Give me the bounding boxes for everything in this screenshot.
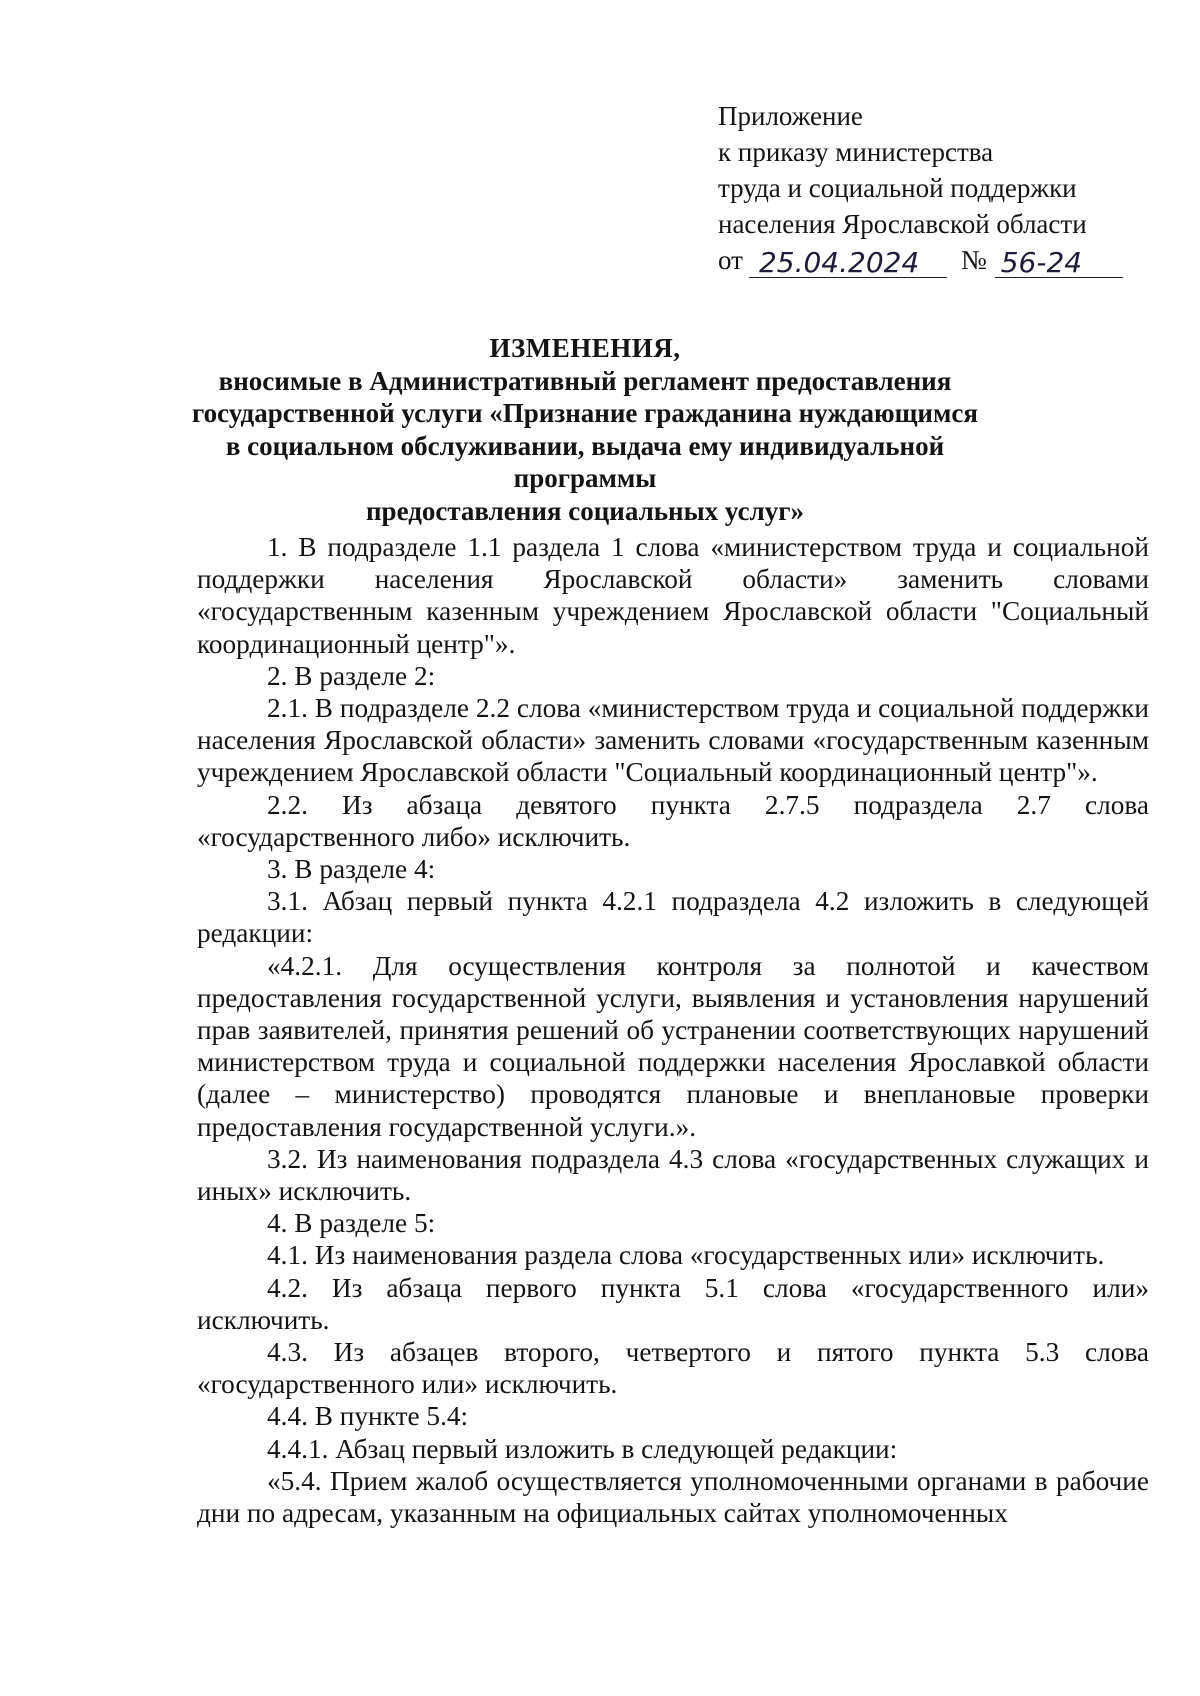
appendix-line: Приложение [718,101,863,131]
appendix-line: населения Ярославской области [718,209,1087,239]
date-prefix: от [718,245,743,275]
paragraph: 4.3. Из абзацев второго, четвертого и пятого пункта 5.3 слова «государственного или» исключить. [197,1337,1149,1400]
paragraph: 3. В разделе 4: [267,854,436,885]
paragraph: 4. В разделе 5: [267,1208,436,1239]
document-body [197,531,1149,1529]
paragraph: «4.2.1. Для осуществления контроля за полнотой и качеством предоставления государственной услуги, выявления и установления нарушений прав заявителей, принятия решений об устранении соответствующих нарушений министерством труда и социальной поддержки населения Ярославкой области (далее – министерство) проводятся плановые и внеплановые проверки предоставления государственной услуги.». [197,950,1149,1142]
title-line: в социальном обслуживании, выдача ему индивидуальной программы [225,430,945,493]
title-line: государственной услуги «Признание гражданина нуждающимся [192,398,978,428]
paragraph: 3.1. Абзац первый пункта 4.2.1 подраздела 4.2 изложить в следующей редакции: [197,886,1149,949]
paragraph: 4.4. В пункте 5.4: [267,1401,469,1432]
title-line: предоставления социальных услуг» [366,495,804,526]
paragraph: 3.2. Из наименования подраздела 4.3 слова «государственных служащих и иных» исключить. [197,1143,1149,1207]
paragraph: 2. В разделе 2: [267,660,436,691]
document-title [190,332,980,527]
appendix-line: труда и социальной поддержки [718,173,1077,203]
paragraph: 2.1. В подразделе 2.2 слова «министерством труда и социальной поддержки населения Ярославской области» заменить словами «государственным казенным учреждением Ярославской области "Социальный координационный центр"». [197,693,1149,788]
paragraph: «5.4. Прием жалоб осуществляется уполномоченными органами в рабочие дни по адресам, указанным на официальных сайтах уполномоченных [197,1465,1149,1529]
title-line: вносимые в Административный регламент предоставления [218,365,952,396]
paragraph: 4.2. Из абзаца первого пункта 5.1 слова «государственного или» исключить. [197,1272,1149,1335]
order-date-number-line [718,242,1123,278]
title-heading: ИЗМЕНЕНИЯ, [489,333,681,363]
appendix-line: к приказу министерства [718,137,994,167]
paragraph: 4.1. Из наименования раздела слова «государственных или» исключить. [267,1240,1105,1271]
number-sign: № [960,245,987,275]
paragraph: 4.4.1. Абзац первый изложить в следующей редакции: [267,1433,898,1464]
appendix-block [718,98,1123,278]
order-date-handwritten: 25.04.2024 [749,248,947,278]
paragraph: 2.2. Из абзаца девятого пункта 2.7.5 подраздела 2.7 слова «государственного либо» исключить. [197,789,1149,852]
paragraph: 1. В подразделе 1.1 раздела 1 слова «министерством труда и социальной поддержки населения Ярославской области» заменить словами «государственным казенным учреждением Ярославской области "Социальный координационный центр"». [197,532,1149,659]
order-number-handwritten: 56-24 [995,248,1123,278]
